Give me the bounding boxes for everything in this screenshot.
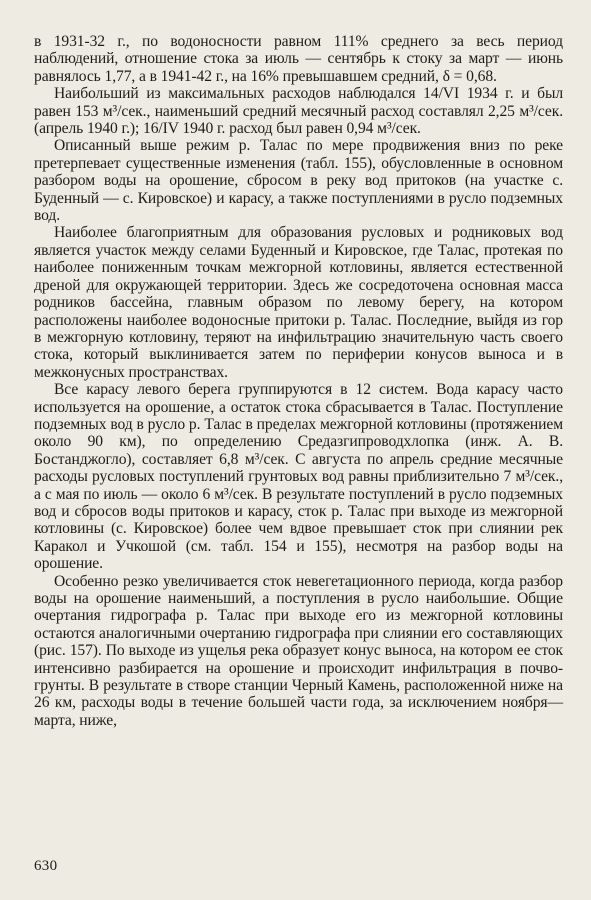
paragraph-5: Все карасу левого берега группируются в 12 систем. Вода карасу часто используется на орошение, а остаток стока сбрасывается в Талас. Поступление подземных вод в русло р. Талас в пределах межгорной котловины (протяжением около 90 км), по определению Средазгипроводхлопка (инж. А. В. Бостанджогло), составляет 6,8 м³/сек. С августа по апрель средние месячные расходы русловых поступлений грунтовых вод равны приблизительно 7 м³/сек., а с мая по июль — около 6 м³/сек. В результате поступлений в русло подземных вод и сбросов воды притоков и карасу, сток р. Талас при выходе из межгорной котловины (с. Кировское) более чем вдвое превышает сток при слиянии рек Каракол и Учкошой (см. табл. 154 и 155), несмотря на разбор воды на орошение. (34, 381, 563, 573)
paragraph-6: Особенно резко увеличивается сток невегетационного периода, когда разбор воды на орошение наименьший, а поступления в русло наибольшие. Общие очертания гидрографа р. Талас при выходе его из межгорной котловины остаются аналогичными очертанию гидрографа при слиянии его составляющих (рис. 157). По выходе из ущелья река образует конус выноса, на котором ее сток интенсивно разбирается на орошение и происходит инфильтрация в почво-грунты. В результате в створе станции Черный Камень, расположенной ниже на 26 км, расходы воды в течение большей части года, за исключением ноября—марта, ниже, (34, 572, 563, 729)
paragraph-2: Наибольший из максимальных расходов наблюдался 14/VI 1934 г. и был равен 153 м³/сек., наименьший средний месячный расход составлял 2,25 м³/сек. (апрель 1940 г.); 16/IV 1940 г. расход был равен 0,94 м³/сек. (34, 85, 563, 138)
paragraph-1: в 1931-32 г., по водоносности равном 111% среднего за весь период наблюдений, отношение стока за июль — сентябрь к стоку за март — июнь равнялось 1,77, а в 1941-42 г., на 16% превышавшем средний, δ = 0,68. (34, 33, 563, 85)
paragraph-4: Наиболее благоприятным для образования русловых и родниковых вод является участок между селами Буденный и Кировское, где Талас, протекая по наиболее пониженным точкам межгорной котловины, является естественной дреной для окружающей территории. Здесь же сосредоточена основная масса родников бассейна, главным образом по левому берегу, на котором расположены наиболее водоносные притоки р. Талас. Последние, выйдя из гор в межгорную котловину, теряют на инфильтрацию значительную часть своего стока, который выклинивается затем по периферии конусов выноса и в межконусных пространствах. (34, 224, 563, 381)
page-number: 630 (34, 858, 58, 874)
paragraph-3: Описанный выше режим р. Талас по мере продвижения вниз по реке претерпевает существенные изменения (табл. 155), обусловленные в основном разбором воды на орошение, сбросом в реку вод притоков (на участке с. Буденный — с. Кировское) и карасу, а также поступлениями в русло подземных вод. (34, 137, 563, 225)
